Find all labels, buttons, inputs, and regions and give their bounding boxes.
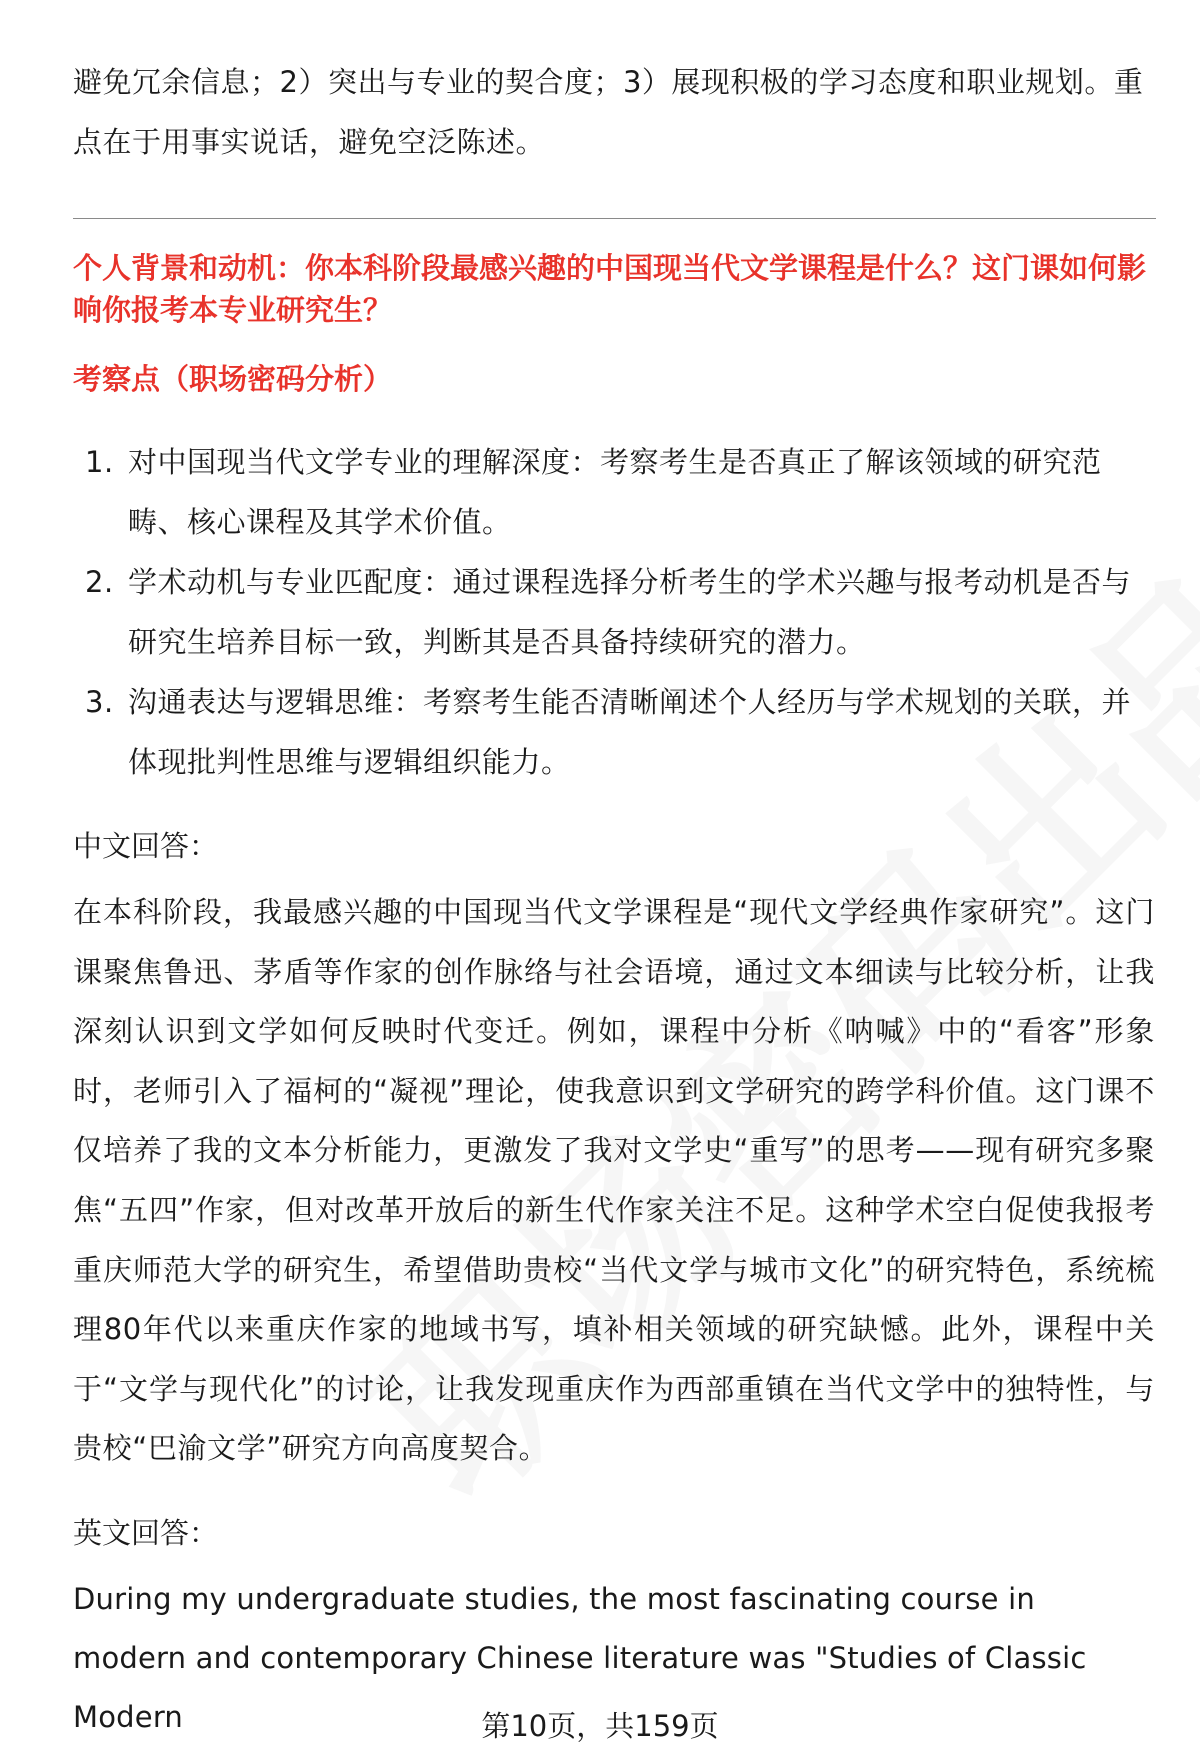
- assessment-points-list: [73, 432, 1153, 792]
- list-item-text: 沟通表达与逻辑思维：考察考生能否清晰阐述个人经历与学术规划的关联，并体现批判性思维与逻辑组织能力。: [128, 685, 1132, 779]
- list-item: [73, 672, 1153, 792]
- section-divider: [73, 218, 1156, 219]
- list-item: [73, 552, 1153, 672]
- intro-paragraph: 避免冗余信息；2）突出与专业的契合度；3）展现积极的学习态度和职业规划。重点在于用事实说话，避免空泛陈述。: [73, 65, 1144, 159]
- chinese-answer-text: 在本科阶段，我最感兴趣的中国现当代文学课程是“现代文学经典作家研究”。这门课聚焦鲁迅、茅盾等作家的创作脉络与社会语境，通过文本细读与比较分析，让我深刻认识到文学如何反映时代变迁。例如，课程中分析《呐喊》中的“看客”形象时，老师引入了福柯的“凝视”理论，使我意识到文学研究的跨学科价值。这门课不仅培养了我的文本分析能力，更激发了我对文学史“重写”的思考——现有研究多聚焦“五四”作家，但对改革开放后的新生代作家关注不足。这种学术空白促使我报考重庆师范大学的研究生，希望借助贵校“当代文学与城市文化”的研究特色，系统梳理80年代以来重庆作家的地域书写，填补相关领域的研究缺憾。此外，课程中关于“文学与现代化”的讨论，让我发现重庆作为西部重镇在当代文学中的独特性，与贵校“巴渝文学”研究方向高度契合。: [73, 895, 1155, 1466]
- page-indicator: 第10页，共159页: [481, 1709, 719, 1743]
- english-answer-text: During my undergraduate studies, the most fascinating course in modern and contemporary Chinese literature was "Studies of Classic Modern: [73, 1582, 1087, 1734]
- list-item: [73, 432, 1153, 552]
- list-item-text: 对中国现当代文学专业的理解深度：考察考生是否真正了解该领域的研究范畴、核心课程及其学术价值。: [128, 445, 1102, 539]
- list-item-number: 3.: [85, 685, 114, 719]
- list-item-number: 2.: [85, 565, 114, 599]
- list-item-text: 学术动机与专业匹配度：通过课程选择分析考生的学术兴趣与报考动机是否与研究生培养目标一致，判断其是否具备持续研究的潜力。: [128, 565, 1132, 659]
- list-item-number: 1.: [85, 445, 114, 479]
- english-answer-label: 英文回答：: [73, 1516, 219, 1550]
- chinese-answer-label: 中文回答：: [73, 829, 219, 863]
- question-heading: 个人背景和动机：你本科阶段最感兴趣的中国现当代文学课程是什么？这门课如何影响你报考本专业研究生？: [73, 251, 1147, 327]
- assessment-points-heading: 考察点（职场密码分析）: [73, 362, 393, 396]
